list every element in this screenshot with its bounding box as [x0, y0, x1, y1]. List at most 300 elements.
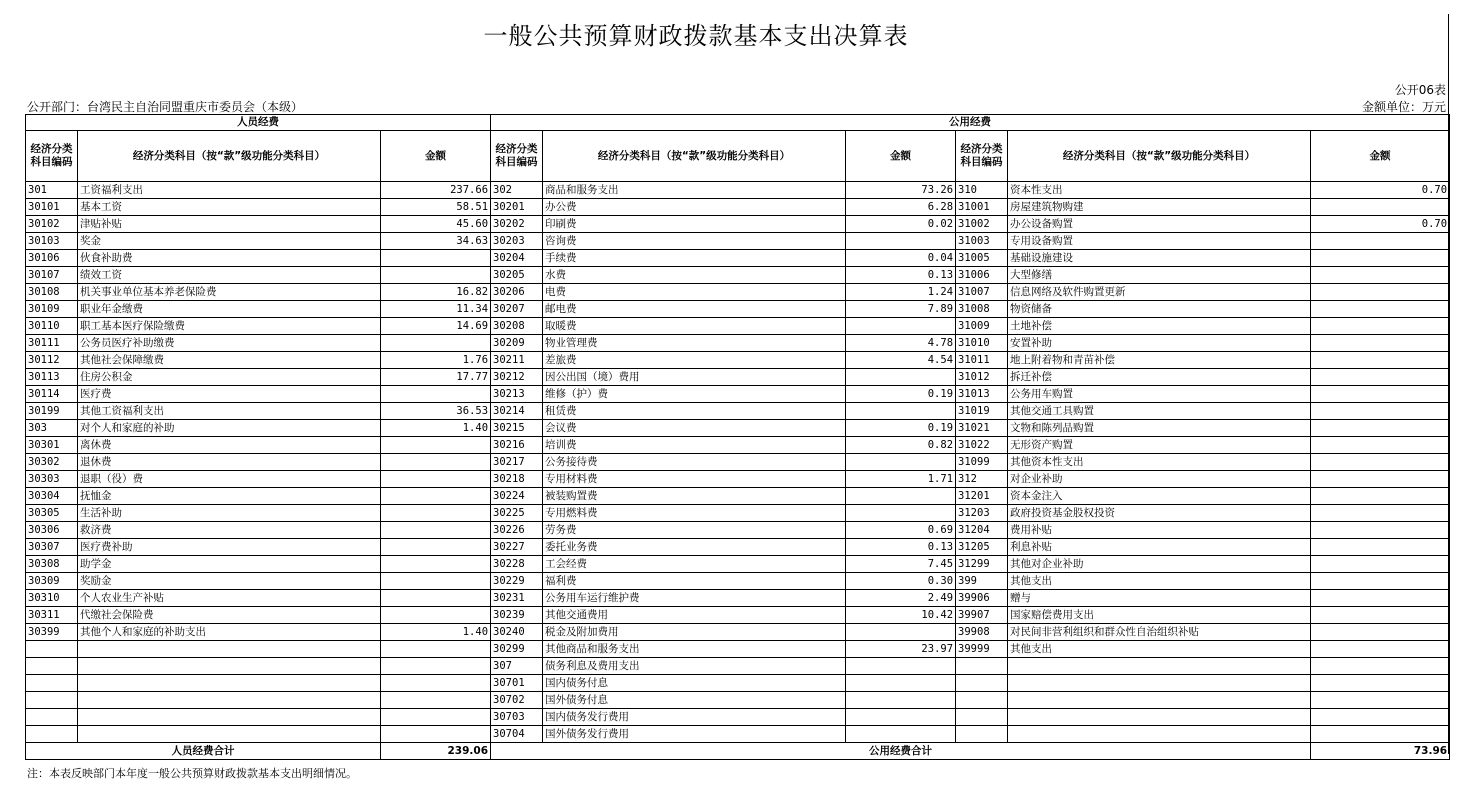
name-cell: 维修（护）费: [543, 386, 846, 403]
amount-cell: [846, 318, 956, 335]
code-cell: 30308: [26, 556, 78, 573]
public-total-label: 公用经费合计: [491, 743, 1311, 760]
amount-cell: [381, 658, 491, 675]
name-cell: 地上附着物和青苗补偿: [1008, 352, 1311, 369]
table-row: [26, 471, 1450, 488]
code-cell: 30215: [491, 420, 543, 437]
amount-cell: [1311, 692, 1450, 709]
code-cell: 30204: [491, 250, 543, 267]
name-cell: 咨询费: [543, 233, 846, 250]
amount-cell: [1311, 233, 1450, 250]
name-cell: 机关事业单位基本养老保险费: [78, 284, 381, 301]
name-cell: 国外债务发行费用: [543, 726, 846, 743]
table-row: [26, 641, 1450, 658]
amount-cell: [846, 726, 956, 743]
amount-cell: [381, 573, 491, 590]
name-cell: 水费: [543, 267, 846, 284]
name-cell: 退休费: [78, 454, 381, 471]
code-cell: 301: [26, 182, 78, 199]
name-cell: 其他资本性支出: [1008, 454, 1311, 471]
table-row: [26, 267, 1450, 284]
amount-cell: 36.53: [381, 403, 491, 420]
amount-cell: [846, 454, 956, 471]
name-cell: 津贴补贴: [78, 216, 381, 233]
code-cell: 31299: [956, 556, 1008, 573]
code-cell: 312: [956, 471, 1008, 488]
code-cell: 39908: [956, 624, 1008, 641]
amount-cell: [381, 726, 491, 743]
code-cell: 30702: [491, 692, 543, 709]
name-cell: 对个人和家庭的补助: [78, 420, 381, 437]
code-cell: 30303: [26, 471, 78, 488]
name-cell: 办公费: [543, 199, 846, 216]
name-cell: 租赁费: [543, 403, 846, 420]
code-cell: 31205: [956, 539, 1008, 556]
code-cell: 30212: [491, 369, 543, 386]
name-cell: 会议费: [543, 420, 846, 437]
name-cell: 国内债务发行费用: [543, 709, 846, 726]
col-name-header: 经济分类科目（按“款”级功能分类科目）: [78, 131, 381, 182]
code-cell: 30310: [26, 590, 78, 607]
name-cell: [78, 675, 381, 692]
code-cell: 30111: [26, 335, 78, 352]
code-cell: 30102: [26, 216, 78, 233]
amount-cell: [381, 386, 491, 403]
name-cell: 办公设备购置: [1008, 216, 1311, 233]
col-amount-header: 金额: [1311, 131, 1450, 182]
amount-cell: [381, 437, 491, 454]
amount-cell: 1.40: [381, 420, 491, 437]
code-cell: 30202: [491, 216, 543, 233]
code-cell: 31022: [956, 437, 1008, 454]
amount-cell: [846, 488, 956, 505]
name-cell: 其他支出: [1008, 641, 1311, 658]
amount-cell: [1311, 573, 1450, 590]
code-cell: 39999: [956, 641, 1008, 658]
code-cell: [26, 726, 78, 743]
name-cell: 公务员医疗补助缴费: [78, 335, 381, 352]
amount-cell: [846, 658, 956, 675]
table-row: [26, 216, 1450, 233]
amount-cell: 0.04: [846, 250, 956, 267]
name-cell: 公务用车购置: [1008, 386, 1311, 403]
code-cell: 30214: [491, 403, 543, 420]
amount-cell: 0.19: [846, 386, 956, 403]
unit-label: 金额单位：万元: [1361, 100, 1446, 114]
amount-cell: [1311, 386, 1450, 403]
table-row: [26, 437, 1450, 454]
amount-cell: 0.02: [846, 216, 956, 233]
name-cell: 信息网络及软件购置更新: [1008, 284, 1311, 301]
name-cell: 国内债务付息: [543, 675, 846, 692]
code-cell: 31001: [956, 199, 1008, 216]
amount-cell: [1311, 505, 1450, 522]
amount-cell: [1311, 658, 1450, 675]
name-cell: 职业年金缴费: [78, 301, 381, 318]
name-cell: 其他对企业补助: [1008, 556, 1311, 573]
amount-cell: 7.89: [846, 301, 956, 318]
amount-cell: [381, 709, 491, 726]
table-row: [26, 403, 1450, 420]
code-cell: 30206: [491, 284, 543, 301]
amount-cell: [1311, 488, 1450, 505]
table-row: [26, 352, 1450, 369]
table-row: [26, 233, 1450, 250]
code-cell: 30203: [491, 233, 543, 250]
col-amount-header: 金额: [846, 131, 956, 182]
name-cell: 对企业补助: [1008, 471, 1311, 488]
page-title: 一般公共预算财政拨款基本支出决算表: [483, 22, 909, 50]
table-row: [26, 624, 1450, 641]
amount-cell: 1.40: [381, 624, 491, 641]
name-cell: 因公出国（境）费用: [543, 369, 846, 386]
amount-cell: [1311, 301, 1450, 318]
amount-cell: 45.60: [381, 216, 491, 233]
code-cell: 30227: [491, 539, 543, 556]
name-cell: [78, 658, 381, 675]
name-cell: 劳务费: [543, 522, 846, 539]
table-row: [26, 505, 1450, 522]
code-cell: [956, 726, 1008, 743]
name-cell: 邮电费: [543, 301, 846, 318]
name-cell: 土地补偿: [1008, 318, 1311, 335]
name-cell: 住房公积金: [78, 369, 381, 386]
form-code-label: 公开06表: [1394, 83, 1446, 97]
personnel-group-header: 人员经费: [26, 115, 491, 131]
code-cell: 30306: [26, 522, 78, 539]
name-cell: 资本性支出: [1008, 182, 1311, 199]
name-cell: 救济费: [78, 522, 381, 539]
code-cell: 307: [491, 658, 543, 675]
code-cell: [26, 658, 78, 675]
code-cell: 30217: [491, 454, 543, 471]
table-row: [26, 709, 1450, 726]
amount-cell: [381, 335, 491, 352]
amount-cell: [1311, 471, 1450, 488]
code-cell: 30225: [491, 505, 543, 522]
name-cell: 医疗费补助: [78, 539, 381, 556]
amount-cell: [381, 675, 491, 692]
amount-cell: [1311, 369, 1450, 386]
code-cell: 399: [956, 573, 1008, 590]
table-row: [26, 182, 1450, 199]
table-row: [26, 607, 1450, 624]
name-cell: 伙食补助费: [78, 250, 381, 267]
name-cell: 利息补贴: [1008, 539, 1311, 556]
amount-cell: [846, 369, 956, 386]
name-cell: 大型修缮: [1008, 267, 1311, 284]
code-cell: 30309: [26, 573, 78, 590]
code-cell: 302: [491, 182, 543, 199]
code-cell: 30703: [491, 709, 543, 726]
code-cell: 30701: [491, 675, 543, 692]
code-cell: 31021: [956, 420, 1008, 437]
table-row: [26, 284, 1450, 301]
name-cell: 奖励金: [78, 573, 381, 590]
name-cell: 电费: [543, 284, 846, 301]
code-cell: 30224: [491, 488, 543, 505]
name-cell: [1008, 675, 1311, 692]
amount-cell: [1311, 522, 1450, 539]
public-group-header: 公用经费: [491, 115, 1450, 131]
code-cell: 31099: [956, 454, 1008, 471]
table-row: [26, 250, 1450, 267]
name-cell: 公务用车运行维护费: [543, 590, 846, 607]
name-cell: 福利费: [543, 573, 846, 590]
name-cell: 国外债务付息: [543, 692, 846, 709]
name-cell: [1008, 658, 1311, 675]
amount-cell: [1311, 420, 1450, 437]
amount-cell: 10.42: [846, 607, 956, 624]
amount-cell: [381, 488, 491, 505]
personnel-total-label: 人员经费合计: [26, 743, 381, 760]
amount-cell: [1311, 675, 1450, 692]
table-row: [26, 539, 1450, 556]
code-cell: 31013: [956, 386, 1008, 403]
name-cell: 绩效工资: [78, 267, 381, 284]
code-cell: [956, 709, 1008, 726]
expenditure-table: [25, 114, 1450, 760]
amount-cell: [1311, 403, 1450, 420]
table-row: [26, 590, 1450, 607]
amount-cell: 7.45: [846, 556, 956, 573]
public-total-value: 73.96: [1311, 743, 1450, 760]
amount-cell: [381, 267, 491, 284]
name-cell: 物业管理费: [543, 335, 846, 352]
code-cell: 30305: [26, 505, 78, 522]
amount-cell: [1311, 454, 1450, 471]
amount-cell: 6.28: [846, 199, 956, 216]
code-cell: 31204: [956, 522, 1008, 539]
name-cell: 其他个人和家庭的补助支出: [78, 624, 381, 641]
personnel-total-value: 239.06: [381, 743, 491, 760]
amount-cell: [381, 539, 491, 556]
amount-cell: [381, 505, 491, 522]
name-cell: 培训费: [543, 437, 846, 454]
code-cell: 39907: [956, 607, 1008, 624]
name-cell: 退职（役）费: [78, 471, 381, 488]
code-cell: [26, 675, 78, 692]
name-cell: 工资福利支出: [78, 182, 381, 199]
code-cell: 30304: [26, 488, 78, 505]
name-cell: [78, 709, 381, 726]
name-cell: 其他支出: [1008, 573, 1311, 590]
name-cell: 其他社会保障缴费: [78, 352, 381, 369]
amount-cell: 11.34: [381, 301, 491, 318]
code-cell: 31007: [956, 284, 1008, 301]
amount-cell: [1311, 318, 1450, 335]
table-row: [26, 199, 1450, 216]
name-cell: 债务利息及费用支出: [543, 658, 846, 675]
table-row: [26, 692, 1450, 709]
amount-cell: [1311, 539, 1450, 556]
amount-cell: 1.76: [381, 352, 491, 369]
table-row: [26, 369, 1450, 386]
code-cell: 30302: [26, 454, 78, 471]
col-code-header: 经济分类科目编码: [491, 131, 543, 182]
name-cell: 无形资产购置: [1008, 437, 1311, 454]
code-cell: 30301: [26, 437, 78, 454]
amount-cell: 23.97: [846, 641, 956, 658]
name-cell: 手续费: [543, 250, 846, 267]
amount-cell: [1311, 250, 1450, 267]
code-cell: 30228: [491, 556, 543, 573]
amount-cell: [846, 505, 956, 522]
name-cell: 专用燃料费: [543, 505, 846, 522]
amount-cell: 2.49: [846, 590, 956, 607]
name-cell: 印刷费: [543, 216, 846, 233]
code-cell: 31009: [956, 318, 1008, 335]
amount-cell: [381, 454, 491, 471]
table-row: [26, 386, 1450, 403]
amount-cell: [381, 471, 491, 488]
name-cell: 生活补助: [78, 505, 381, 522]
amount-cell: [846, 624, 956, 641]
name-cell: 工会经费: [543, 556, 846, 573]
footnote: 注：本表反映部门本年度一般公共预算财政拨款基本支出明细情况。: [27, 767, 357, 780]
name-cell: 资本金注入: [1008, 488, 1311, 505]
code-cell: 30229: [491, 573, 543, 590]
code-cell: [956, 675, 1008, 692]
name-cell: [1008, 726, 1311, 743]
amount-cell: [381, 522, 491, 539]
code-cell: 30201: [491, 199, 543, 216]
table-row: [26, 420, 1450, 437]
code-cell: 30704: [491, 726, 543, 743]
code-cell: 30208: [491, 318, 543, 335]
amount-cell: 0.30: [846, 573, 956, 590]
name-cell: 被装购置费: [543, 488, 846, 505]
amount-cell: [1311, 199, 1450, 216]
amount-cell: [381, 556, 491, 573]
code-cell: 30240: [491, 624, 543, 641]
col-name-header: 经济分类科目（按“款”级功能分类科目）: [1008, 131, 1311, 182]
amount-cell: 0.82: [846, 437, 956, 454]
name-cell: 国家赔偿费用支出: [1008, 607, 1311, 624]
code-cell: [26, 641, 78, 658]
code-cell: 310: [956, 182, 1008, 199]
table-row: [26, 726, 1450, 743]
amount-cell: [1311, 624, 1450, 641]
code-cell: 30209: [491, 335, 543, 352]
code-cell: 30106: [26, 250, 78, 267]
name-cell: 物资储备: [1008, 301, 1311, 318]
amount-cell: [381, 641, 491, 658]
code-cell: 30226: [491, 522, 543, 539]
name-cell: 奖金: [78, 233, 381, 250]
amount-cell: [846, 403, 956, 420]
code-cell: [26, 692, 78, 709]
name-cell: 对民间非营利组织和群众性自治组织补贴: [1008, 624, 1311, 641]
amount-cell: [381, 607, 491, 624]
amount-cell: 0.70: [1311, 216, 1450, 233]
code-cell: 30113: [26, 369, 78, 386]
code-cell: 31005: [956, 250, 1008, 267]
amount-cell: 17.77: [381, 369, 491, 386]
code-cell: 30108: [26, 284, 78, 301]
name-cell: 个人农业生产补贴: [78, 590, 381, 607]
amount-cell: [381, 692, 491, 709]
amount-cell: [1311, 267, 1450, 284]
amount-cell: 4.78: [846, 335, 956, 352]
amount-cell: 0.19: [846, 420, 956, 437]
name-cell: 其他工资福利支出: [78, 403, 381, 420]
table-row: [26, 522, 1450, 539]
amount-cell: 14.69: [381, 318, 491, 335]
code-cell: [26, 709, 78, 726]
amount-cell: [1311, 556, 1450, 573]
code-cell: 30205: [491, 267, 543, 284]
amount-cell: 0.13: [846, 267, 956, 284]
code-cell: [956, 692, 1008, 709]
code-cell: 31012: [956, 369, 1008, 386]
code-cell: 30216: [491, 437, 543, 454]
name-cell: 医疗费: [78, 386, 381, 403]
name-cell: 赠与: [1008, 590, 1311, 607]
code-cell: 31010: [956, 335, 1008, 352]
table-row: [26, 488, 1450, 505]
code-cell: 30211: [491, 352, 543, 369]
amount-cell: 73.26: [846, 182, 956, 199]
name-cell: 其他交通工具购置: [1008, 403, 1311, 420]
amount-cell: [1311, 641, 1450, 658]
name-cell: 取暖费: [543, 318, 846, 335]
code-cell: 30399: [26, 624, 78, 641]
name-cell: 拆迁补偿: [1008, 369, 1311, 386]
col-code-header: 经济分类科目编码: [26, 131, 78, 182]
code-cell: 30107: [26, 267, 78, 284]
code-cell: 30109: [26, 301, 78, 318]
name-cell: 职工基本医疗保险缴费: [78, 318, 381, 335]
amount-cell: 0.13: [846, 539, 956, 556]
name-cell: 助学金: [78, 556, 381, 573]
amount-cell: [1311, 284, 1450, 301]
amount-cell: [1311, 726, 1450, 743]
code-cell: 31201: [956, 488, 1008, 505]
code-cell: 30103: [26, 233, 78, 250]
name-cell: 税金及附加费用: [543, 624, 846, 641]
name-cell: 抚恤金: [78, 488, 381, 505]
name-cell: 房屋建筑物购建: [1008, 199, 1311, 216]
name-cell: [1008, 692, 1311, 709]
name-cell: 专用材料费: [543, 471, 846, 488]
code-cell: 31011: [956, 352, 1008, 369]
code-cell: 30112: [26, 352, 78, 369]
name-cell: [78, 641, 381, 658]
amount-cell: [381, 590, 491, 607]
amount-cell: 0.70: [1311, 182, 1450, 199]
name-cell: 委托业务费: [543, 539, 846, 556]
amount-cell: 1.71: [846, 471, 956, 488]
code-cell: 31008: [956, 301, 1008, 318]
amount-cell: 16.82: [381, 284, 491, 301]
code-cell: 30231: [491, 590, 543, 607]
amount-cell: [846, 675, 956, 692]
code-cell: 30199: [26, 403, 78, 420]
name-cell: 其他商品和服务支出: [543, 641, 846, 658]
code-cell: 30239: [491, 607, 543, 624]
total-row: [26, 743, 1450, 760]
amount-cell: [1311, 590, 1450, 607]
code-cell: 303: [26, 420, 78, 437]
code-cell: 30299: [491, 641, 543, 658]
amount-cell: [1311, 709, 1450, 726]
amount-cell: 34.63: [381, 233, 491, 250]
table-row: [26, 318, 1450, 335]
name-cell: 离休费: [78, 437, 381, 454]
table-row: [26, 675, 1450, 692]
code-cell: 31003: [956, 233, 1008, 250]
